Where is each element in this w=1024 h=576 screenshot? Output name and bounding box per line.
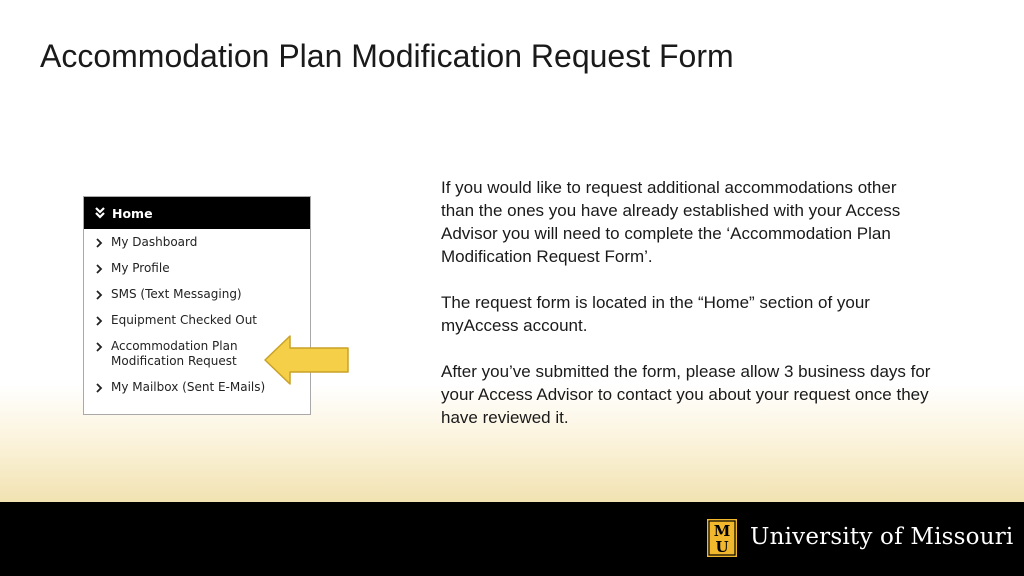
menu-header-label: Home xyxy=(112,205,153,221)
menu-item-my-profile[interactable] xyxy=(84,261,310,276)
menu-item-label: My Profile xyxy=(111,261,170,275)
paragraph-after-submit: After you’ve submitted the form, please allow 3 business days for your Access Advisor to contact you about your request once they have reviewed it. xyxy=(441,362,931,427)
menu-item-label: Equipment Checked Out xyxy=(111,313,258,327)
chevron-right-icon xyxy=(94,314,104,328)
university-logo-icon xyxy=(706,518,738,558)
chevron-right-icon xyxy=(94,288,104,302)
slide-title: Accommodation Plan Modification Request Form xyxy=(40,38,734,74)
paragraph-location: The request form is located in the “Home” section of your myAccess account. xyxy=(441,293,870,335)
chevron-right-icon xyxy=(94,381,104,395)
menu-item-label: My Dashboard xyxy=(111,235,198,249)
menu-item-sms[interactable] xyxy=(84,287,310,302)
paragraph-intro: If you would like to request additional accommodations other than the ones you have already established with your Access Advisor you will need to complete the ‘Accommodation Plan Modification Request Form’. xyxy=(441,178,901,266)
menu-item-label: Accommodation Plan Modification Request xyxy=(111,339,238,368)
menu-item-equipment-checked-out[interactable] xyxy=(84,313,310,328)
double-chevron-down-icon xyxy=(94,206,106,220)
menu-item-label: SMS (Text Messaging) xyxy=(111,287,242,301)
chevron-right-icon xyxy=(94,236,104,250)
left-arrow-icon xyxy=(263,334,351,386)
logo-letter-m: M xyxy=(713,522,731,540)
chevron-right-icon xyxy=(94,340,104,354)
chevron-right-icon xyxy=(94,262,104,276)
menu-item-my-dashboard[interactable] xyxy=(84,235,310,250)
menu-item-label: My Mailbox (Sent E-Mails) xyxy=(111,380,266,394)
menu-header-home[interactable] xyxy=(84,197,310,229)
instructions-text xyxy=(441,176,931,452)
university-name: University of Missouri xyxy=(750,524,1014,550)
logo-letter-u: U xyxy=(715,538,729,556)
